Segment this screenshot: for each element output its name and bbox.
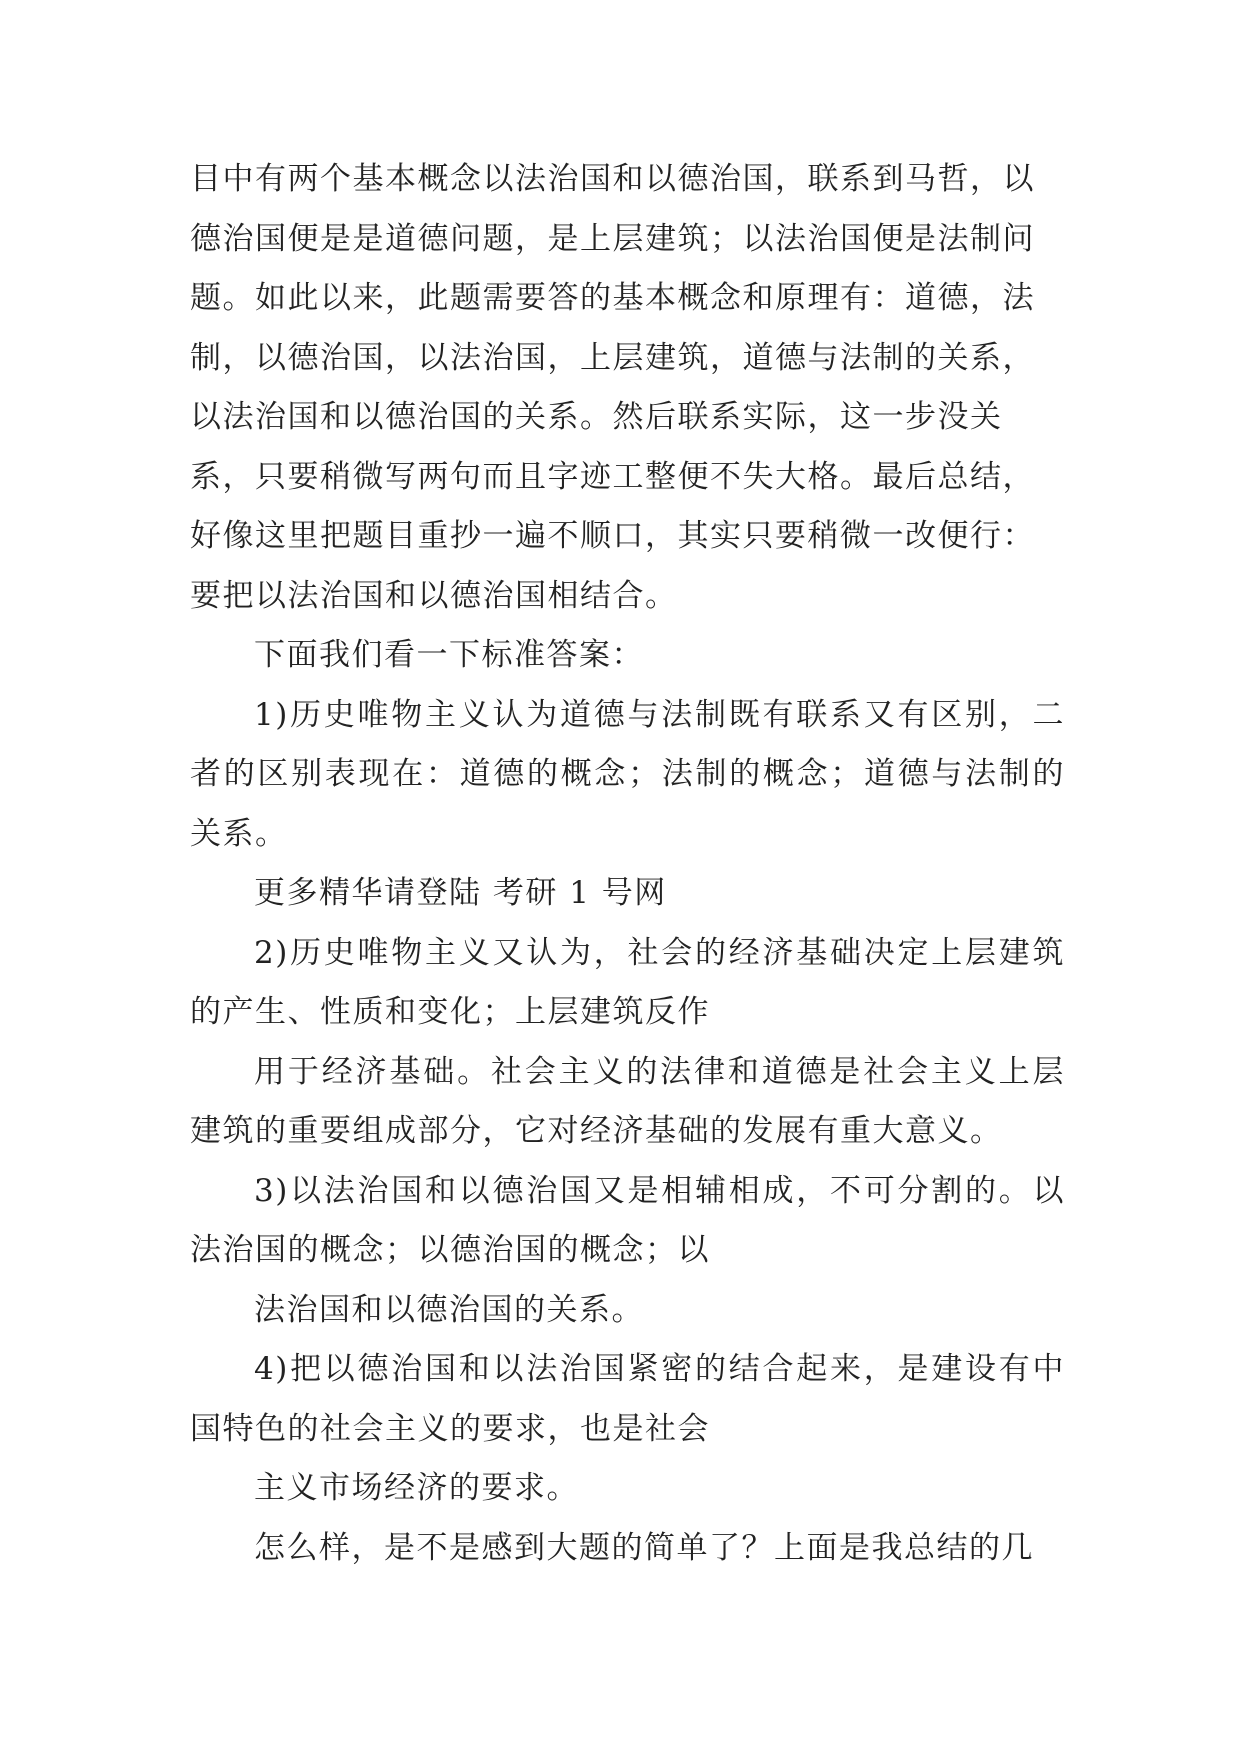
paragraph-closing: 怎么样，是不是感到大题的简单了？上面是我总结的几	[254, 1529, 1034, 1566]
paragraph-answer-2-continued: 用于经济基础。社会主义的法律和道德是社会主义上层建筑的重要组成部分，它对经济基础的发展有重大意义。	[190, 1053, 1065, 1149]
paragraph-intro: 目中有两个基本概念以法治国和以德治国，联系到马哲，以德治国便是是道德问题，是上层建筑；以法治国便是法制问题。如此以来，此题需要答的基本概念和原理有：道德，法制，以德治国，以法治国，上层建筑，道德与法制的关系，以法治国和以德治国的关系。然后联系实际，这一步没关系，只要稍微写两句而且字迹工整便不失大格。最后总结，好像这里把题目重抄一遍不顺口，其实只要稍微一改便行：要把以法治国和以德治国相结合。	[190, 161, 1035, 614]
document-body	[190, 150, 1065, 1578]
paragraph-answer-4: 4)把以德治国和以法治国紧密的结合起来，是建设有中国特色的社会主义的要求，也是社会	[190, 1351, 1065, 1447]
paragraph-answer-3-continued: 法治国和以德治国的关系。	[254, 1291, 644, 1328]
paragraph-answer-3: 3)以法治国和以德治国又是相辅相成，不可分割的。以法治国的概念；以德治国的概念；以	[190, 1172, 1065, 1268]
paragraph-site-note: 更多精华请登陆 考研 1 号网	[254, 875, 667, 911]
paragraph-answer-4-continued: 主义市场经济的要求。	[254, 1470, 579, 1506]
paragraph-standard-answer-heading: 下面我们看一下标准答案：	[254, 637, 644, 673]
paragraph-answer-1: 1)历史唯物主义认为道德与法制既有联系又有区别，二者的区别表现在：道德的概念；法制的概念；道德与法制的关系。	[190, 696, 1065, 852]
paragraph-answer-2: 2)历史唯物主义又认为，社会的经济基础决定上层建筑的产生、性质和变化；上层建筑反作	[190, 934, 1065, 1030]
